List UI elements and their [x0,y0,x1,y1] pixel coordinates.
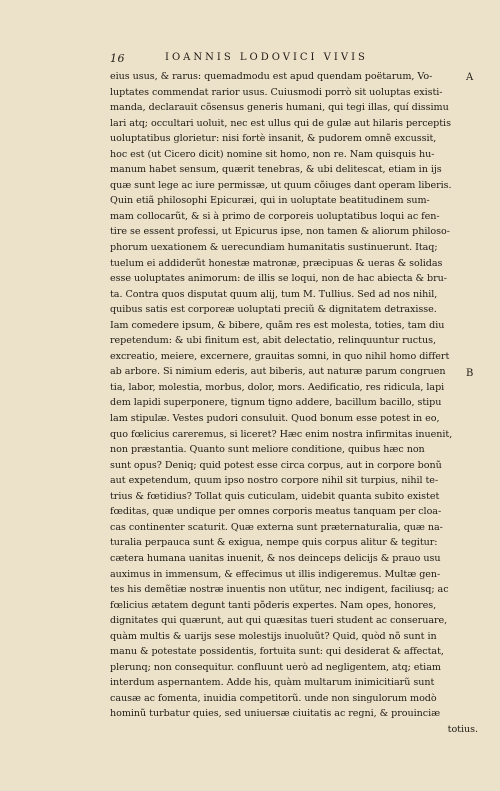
text-line: fœlicius ætatem degunt tanti põderis expertes. Nam opes, honores, [110,599,437,611]
text-line: fœditas, quæ undique per omnes corporis meatus tanquam per cloa- [110,506,442,518]
margin-letter-b: B [466,368,474,379]
text-line: esse uoluptates animorum: de illis se loqui, non de hac abiecta & bru- [110,273,447,285]
text-line: dem lapidi superponere, tignum tigno addere, bacillum bacillo, stipu [110,397,442,409]
page-number: 16 [110,52,125,65]
body-text [110,69,486,738]
text-line: manda, declarauit cõsensus generis humani, qui tegi illas, quí dissimu [110,102,449,114]
text-line: lari atq; occultari uoluit, nec est ullus qui de gulæ aut hilaris perceptis [110,117,451,129]
text-line: cætera humana uanitas inuenit, & nos deinceps delicijs & prauo usu [110,552,441,564]
text-line: auximus in immensum, & effecimus ut illis indigeremus. Multæ gen- [110,568,441,580]
text-line: cas continenter scaturit. Quæ externa sunt præternaturalia, quæ na- [110,521,443,533]
text-line: tia, labor, molestia, morbus, dolor, mors. Aedificatio, res ridicula, lapi [110,381,445,393]
text-line: totius. [447,723,478,735]
text-line: ab arbore. Si nimium ederis, aut biberis, aut naturæ parum congruen [110,366,446,378]
text-line: hominũ turbatur quies, sed uniuersæ ciuitatis ac regni, & prouinciæ [110,708,441,720]
text-line: quæ sunt lege ac iure permissæ, ut quum cõiuges dant operam liberis. [110,179,452,191]
text-line: tire se essent professi, ut Epicurus ipse, non tamen & aliorum philoso- [110,226,450,238]
text-line: dignitates qui quærunt, aut qui quæsitas tueri student ac conseruare, [110,615,448,627]
text-line: mam collocarũt, & si à primo de corporeis uoluptatibus loqui ac fen- [110,210,440,222]
text-line: hoc est (ut Cicero dicit) nomine sit homo, non re. Nam quisquis hu- [110,148,435,160]
text-line: interdum aspernantem. Adde his, quàm multarum inimicitiarũ sunt [110,677,435,689]
text-line: manu & potestate possidentis, fortuita sunt: qui desiderat & affectat, [110,646,444,658]
text-line: tes his demẽtiæ nostræ inuentis non utũtur, nec indigent, faciliusq; ac [110,584,449,596]
text-line: quo fœlicius careremus, si liceret? Hæc enim nostra infirmitas inuenit, [110,428,453,440]
text-line: causæ ac fomenta, inuidia competitorũ. unde non singulorum modò [110,692,437,704]
margin-letter-a: A [466,72,474,83]
text-line: quàm multis & uarijs sese molestijs inuoluũt? Quid, quòd nõ sunt in [110,630,437,642]
text-line: trius & fœtidius? Tollat quis cuticulam, uidebit quanta subito existet [110,490,440,502]
text-line: uoluptatibus glorietur: nisi fortè insanit, & pudorem omnẽ excussit, [110,133,437,145]
text-line: repetendum: & ubi finitum est, abit delectatio, relinquuntur ructus, [110,335,436,347]
text-line: eius usus, & rarus: quemadmodu est apud quendam poëtarum, Vo- [110,71,433,82]
text-line: Iam comedere ipsum, & bibere, quãm res est molesta, toties, tam diu [110,319,445,331]
text-line: tuelum ei addiderũt honestæ matronæ, præcipuas & ueras & solidas [110,257,443,269]
text-line: sunt opus? Deniq; quid potest esse circa corpus, aut in corpore bonũ [110,459,442,471]
page-header [110,52,480,66]
text-line: aut expetendum, quum ipso nostro corpore nihil sit turpius, nihil te- [110,475,439,487]
text-line: quibus satis est corporeæ uoluptati preciũ & dignitatem detraxisse. [110,304,437,316]
text-line: plerunq; non consequitur. confluunt uerò ad negligentem, atq; etiam [110,661,441,673]
running-head: IOANNIS LODOVICI VIVIS [165,52,368,63]
text-line: ta. Contra quos disputat quum alij, tum M. Tullius. Sed ad nos nihil, [110,288,438,300]
text-line: Quin etiã philosophi Epicuræi, qui in uoluptate beatitudinem sum- [110,195,430,207]
text-line: manum habet sensum, quærit tenebras, & ubi delitescat, etiam in ijs [110,164,442,176]
text-line: lam stipulæ. Vestes pudori consuluit. Quod bonum esse potest in eo, [110,413,440,425]
text-line: luptates commendat rarior usus. Cuiusmodi porrò sit uoluptas existi- [110,86,443,98]
text-line: excreatio, meiere, excernere, grauitas somni, in quo nihil homo differt [110,350,450,362]
text-line: phorum uexationem & uerecundiam humanitatis sustinuerunt. Itaq; [110,242,438,254]
text-line: turalia perpauca sunt & exigua, nempe quis corpus alitur & tegitur: [110,537,438,549]
text-line: non præstantia. Quanto sunt meliore conditione, quibus hæc non [110,444,425,456]
